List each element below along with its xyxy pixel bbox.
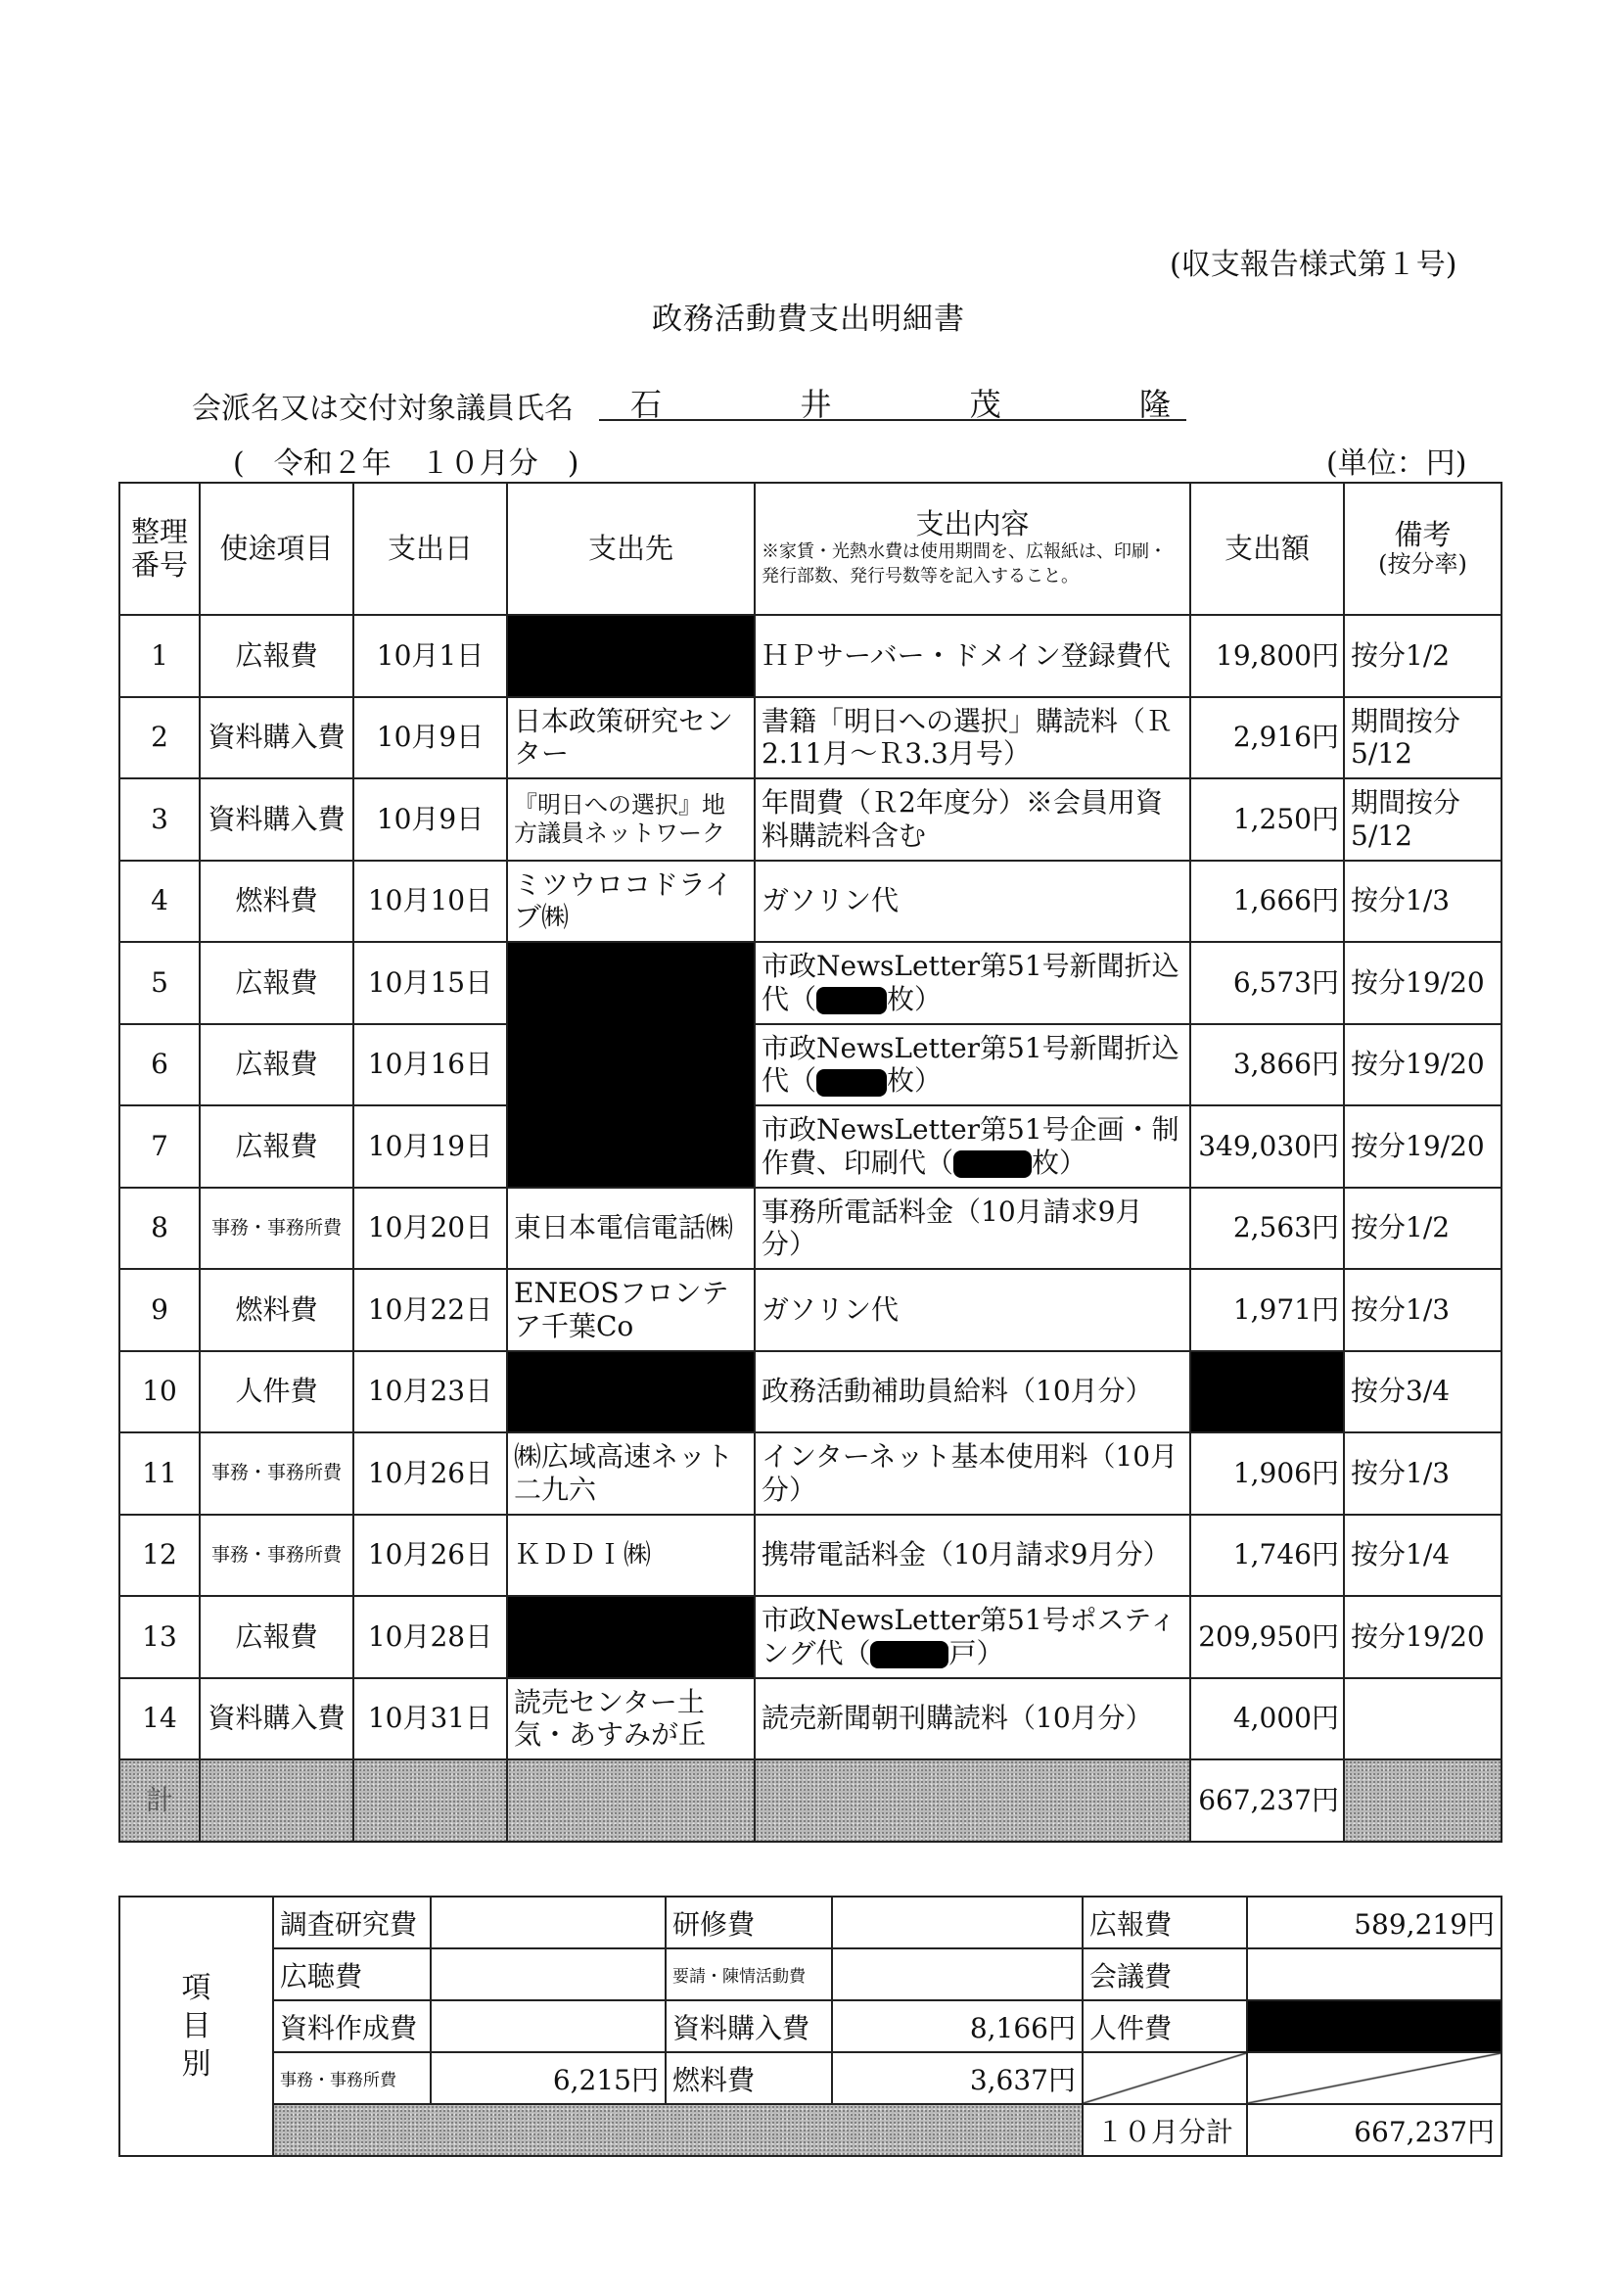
row-date: 10月28日 <box>353 1596 507 1678</box>
row-remarks: 期間按分5/12 <box>1344 697 1502 779</box>
struck-cell <box>1083 2052 1247 2104</box>
row-amount: 1,906円 <box>1190 1432 1344 1515</box>
header-content <box>755 483 1190 615</box>
content-text: 枚） <box>1032 1146 1087 1179</box>
row-category: 資料購入費 <box>200 1678 353 1760</box>
row-date: 10月26日 <box>353 1515 507 1597</box>
row-date: 10月22日 <box>353 1269 507 1351</box>
summary-total-label: １０月分計 <box>1083 2104 1247 2156</box>
row-remarks: 按分19/20 <box>1344 1105 1502 1188</box>
shaded-cell <box>273 2104 1083 2156</box>
row-remarks: 按分19/20 <box>1344 942 1502 1024</box>
row-category: 広報費 <box>200 1596 353 1678</box>
row-category: 人件費 <box>200 1351 353 1433</box>
table-row <box>119 942 1502 1024</box>
row-no: 12 <box>119 1515 200 1597</box>
row-remarks: 按分1/3 <box>1344 1432 1502 1515</box>
summary-row <box>119 1897 1502 1948</box>
value-chousa <box>431 1897 666 1948</box>
table-row <box>119 1269 1502 1351</box>
row-content: 読売新聞朝刊購読料（10月分） <box>755 1678 1190 1760</box>
redacted-payee <box>507 1024 755 1106</box>
row-date: 10月15日 <box>353 942 507 1024</box>
row-remarks: 按分1/3 <box>1344 1269 1502 1351</box>
table-row <box>119 1515 1502 1597</box>
row-amount: 3,866円 <box>1190 1024 1344 1106</box>
label-kenshu: 研修費 <box>666 1897 832 1948</box>
row-content <box>755 1024 1190 1106</box>
content-text: 枚） <box>887 1064 943 1098</box>
name-char: 隆 <box>1138 386 1171 423</box>
label-nenryou: 燃料費 <box>666 2052 832 2104</box>
row-no: 2 <box>119 697 200 779</box>
row-date: 10月9日 <box>353 778 507 861</box>
shaded-cell <box>200 1759 353 1842</box>
row-no: 8 <box>119 1188 200 1270</box>
label-kaigi: 会議費 <box>1083 1948 1247 2000</box>
table-row <box>119 778 1502 861</box>
redacted-payee <box>507 942 755 1024</box>
category-summary-table <box>118 1896 1502 2157</box>
table-row <box>119 1188 1502 1270</box>
content-text: 枚） <box>887 982 943 1015</box>
row-category: 広報費 <box>200 942 353 1024</box>
row-payee: 東日本電信電話㈱ <box>507 1188 755 1270</box>
table-row <box>119 1678 1502 1760</box>
name-underline <box>599 419 1186 421</box>
shaded-cell <box>755 1759 1190 1842</box>
row-date: 10月16日 <box>353 1024 507 1106</box>
table-row <box>119 1105 1502 1188</box>
report-period: ( 令和２年 １０月分 ) <box>233 446 579 481</box>
row-no: 3 <box>119 778 200 861</box>
table-row <box>119 861 1502 943</box>
total-label-text: 計 <box>145 1783 173 1816</box>
row-amount: 2,916円 <box>1190 697 1344 779</box>
content-text: 市政NewsLetter第51号新聞折込代（ <box>762 1031 1179 1098</box>
header-remarks-label: 備考 <box>1394 518 1452 552</box>
row-remarks <box>1344 1678 1502 1760</box>
row-category: 燃料費 <box>200 861 353 943</box>
row-content <box>755 942 1190 1024</box>
row-content: インターネット基本使用料（10月分） <box>755 1432 1190 1515</box>
redacted-amount <box>1190 1351 1344 1433</box>
row-category: 広報費 <box>200 1024 353 1106</box>
row-category: 広報費 <box>200 1105 353 1188</box>
row-category: 広報費 <box>200 615 353 697</box>
redacted-payee <box>507 1351 755 1433</box>
label-chousa: 調査研究費 <box>273 1897 431 1948</box>
name-char: 茂 <box>969 386 1001 423</box>
table-row <box>119 1432 1502 1515</box>
row-remarks: 按分19/20 <box>1344 1024 1502 1106</box>
row-date: 10月9日 <box>353 697 507 779</box>
row-payee: ENEOSフロンテア千葉Co <box>507 1269 755 1351</box>
row-amount: 349,030円 <box>1190 1105 1344 1188</box>
label-jimu: 事務・事務所費 <box>273 2052 431 2104</box>
header-remarks-sub: (按分率) <box>1378 550 1467 579</box>
value-jimu: 6,215円 <box>431 2052 666 2104</box>
header-remarks <box>1344 483 1502 615</box>
row-category: 燃料費 <box>200 1269 353 1351</box>
row-remarks: 按分1/2 <box>1344 615 1502 697</box>
row-content: ガソリン代 <box>755 1269 1190 1351</box>
content-text: 戸） <box>948 1636 1004 1669</box>
shaded-cell <box>1344 1759 1502 1842</box>
summary-total-row <box>119 2104 1502 2156</box>
row-date: 10月23日 <box>353 1351 507 1433</box>
row-category: 事務・事務所費 <box>200 1515 353 1597</box>
row-amount: 4,000円 <box>1190 1678 1344 1760</box>
name-label: 会派名又は交付対象議員氏名 <box>192 392 574 426</box>
row-amount: 6,573円 <box>1190 942 1344 1024</box>
header-date: 支出日 <box>353 483 507 615</box>
value-yousei <box>832 1948 1083 2000</box>
row-amount: 2,563円 <box>1190 1188 1344 1270</box>
redacted-payee <box>507 1105 755 1188</box>
row-category: 事務・事務所費 <box>200 1432 353 1515</box>
row-content <box>755 1105 1190 1188</box>
redacted-payee <box>507 615 755 697</box>
value-kouhou: 589,219円 <box>1247 1897 1502 1948</box>
row-content: 事務所電話料金（10月請求9月分） <box>755 1188 1190 1270</box>
value-shiryou-sakusei <box>431 2000 666 2052</box>
redacted-payee <box>507 1596 755 1678</box>
row-remarks: 按分1/3 <box>1344 861 1502 943</box>
form-id: (収支報告様式第１号) <box>1170 248 1457 282</box>
row-no: 10 <box>119 1351 200 1433</box>
summary-total-value: 667,237円 <box>1247 2104 1502 2156</box>
summary-side-label-text: 項目別 <box>181 1971 211 2082</box>
row-category: 資料購入費 <box>200 697 353 779</box>
row-payee: 読売センター土気・あすみが丘 <box>507 1678 755 1760</box>
total-amount: 667,237円 <box>1190 1759 1344 1842</box>
row-amount: 209,950円 <box>1190 1596 1344 1678</box>
value-kenshu <box>832 1897 1083 1948</box>
header-content-label: 支出内容 <box>915 506 1030 540</box>
table-row <box>119 1351 1502 1433</box>
row-remarks: 按分19/20 <box>1344 1596 1502 1678</box>
row-payee: ＫＤＤＩ㈱ <box>507 1515 755 1597</box>
content-text: 市政NewsLetter第51号ポスティング代（ <box>762 1604 1177 1669</box>
struck-cell <box>1247 2052 1502 2104</box>
row-no: 4 <box>119 861 200 943</box>
row-no: 6 <box>119 1024 200 1106</box>
row-no: 14 <box>119 1678 200 1760</box>
row-payee: 日本政策研究センター <box>507 697 755 779</box>
summary-row <box>119 2052 1502 2104</box>
content-text: 市政NewsLetter第51号新聞折込代（ <box>762 950 1179 1015</box>
header-amount: 支出額 <box>1190 483 1344 615</box>
row-amount: 19,800円 <box>1190 615 1344 697</box>
redaction-block <box>816 987 887 1014</box>
summary-side-label <box>119 1897 273 2156</box>
row-date: 10月31日 <box>353 1678 507 1760</box>
row-category: 事務・事務所費 <box>200 1188 353 1270</box>
shaded-cell <box>353 1759 507 1842</box>
label-kouhou: 広報費 <box>1083 1897 1247 1948</box>
row-no: 5 <box>119 942 200 1024</box>
value-shiryou-kounyu: 8,166円 <box>832 2000 1083 2052</box>
row-amount: 1,971円 <box>1190 1269 1344 1351</box>
row-content: 携帯電話料金（10月請求9月分） <box>755 1515 1190 1597</box>
unit-label: (単位：円) <box>1326 446 1467 481</box>
expense-detail-table <box>118 482 1502 1843</box>
row-amount: 1,746円 <box>1190 1515 1344 1597</box>
label-yousei: 要請・陳情活動費 <box>666 1948 832 2000</box>
table-header-row <box>119 483 1502 615</box>
row-content: 政務活動補助員給料（10月分） <box>755 1351 1190 1433</box>
row-no: 1 <box>119 615 200 697</box>
value-nenryou: 3,637円 <box>832 2052 1083 2104</box>
total-label <box>119 1759 200 1842</box>
row-content: ＨＰサーバー・ドメイン登録費代 <box>755 615 1190 697</box>
table-row <box>119 697 1502 779</box>
row-date: 10月10日 <box>353 861 507 943</box>
row-no: 7 <box>119 1105 200 1188</box>
table-row <box>119 615 1502 697</box>
row-no: 9 <box>119 1269 200 1351</box>
shaded-cell <box>507 1759 755 1842</box>
row-content: 年間費（Ｒ2年度分）※会員用資料購読料含む <box>755 778 1190 861</box>
summary-row <box>119 1948 1502 2000</box>
table-row <box>119 1596 1502 1678</box>
name-char: 井 <box>800 386 832 423</box>
row-date: 10月26日 <box>353 1432 507 1515</box>
document-title: 政務活動費支出明細書 <box>652 302 965 337</box>
label-shiryou-kounyu: 資料購入費 <box>666 2000 832 2052</box>
total-row <box>119 1759 1502 1842</box>
label-jinken: 人件費 <box>1083 2000 1247 2052</box>
label-shiryou-sakusei: 資料作成費 <box>273 2000 431 2052</box>
row-payee: 『明日への選択』地方議員ネットワーク <box>507 778 755 861</box>
content-text: 市政NewsLetter第51号企画・制作費、印刷代（ <box>762 1113 1179 1179</box>
redaction-block <box>870 1641 948 1668</box>
name-char: 石 <box>629 386 662 423</box>
summary-row <box>119 2000 1502 2052</box>
redaction-block <box>816 1069 887 1097</box>
row-content <box>755 1596 1190 1678</box>
table-row <box>119 1024 1502 1106</box>
row-no: 11 <box>119 1432 200 1515</box>
row-remarks: 按分3/4 <box>1344 1351 1502 1433</box>
row-payee: ミツウロコドライブ㈱ <box>507 861 755 943</box>
header-category: 使途項目 <box>200 483 353 615</box>
header-content-note: ※家賃・光熱水費は使用期間を、広報紙は、印刷・発行部数、発行号数等を記入すること。 <box>762 541 1167 586</box>
row-payee: ㈱広域高速ネット二九六 <box>507 1432 755 1515</box>
row-remarks: 按分1/2 <box>1344 1188 1502 1270</box>
redacted-jinken-value <box>1247 2000 1502 2052</box>
row-date: 10月1日 <box>353 615 507 697</box>
header-payee: 支出先 <box>507 483 755 615</box>
row-no: 13 <box>119 1596 200 1678</box>
row-date: 10月19日 <box>353 1105 507 1188</box>
value-kaigi <box>1247 1948 1502 2000</box>
row-amount: 1,250円 <box>1190 778 1344 861</box>
header-no: 整理番号 <box>119 483 200 615</box>
row-content: ガソリン代 <box>755 861 1190 943</box>
row-category: 資料購入費 <box>200 778 353 861</box>
row-amount: 1,666円 <box>1190 861 1344 943</box>
label-kouchou: 広聴費 <box>273 1948 431 2000</box>
value-kouchou <box>431 1948 666 2000</box>
row-content: 書籍「明日への選択」購読料（Ｒ2.11月～Ｒ3.3月号） <box>755 697 1190 779</box>
row-remarks: 期間按分5/12 <box>1344 778 1502 861</box>
row-date: 10月20日 <box>353 1188 507 1270</box>
redaction-block <box>953 1150 1032 1178</box>
row-remarks: 按分1/4 <box>1344 1515 1502 1597</box>
